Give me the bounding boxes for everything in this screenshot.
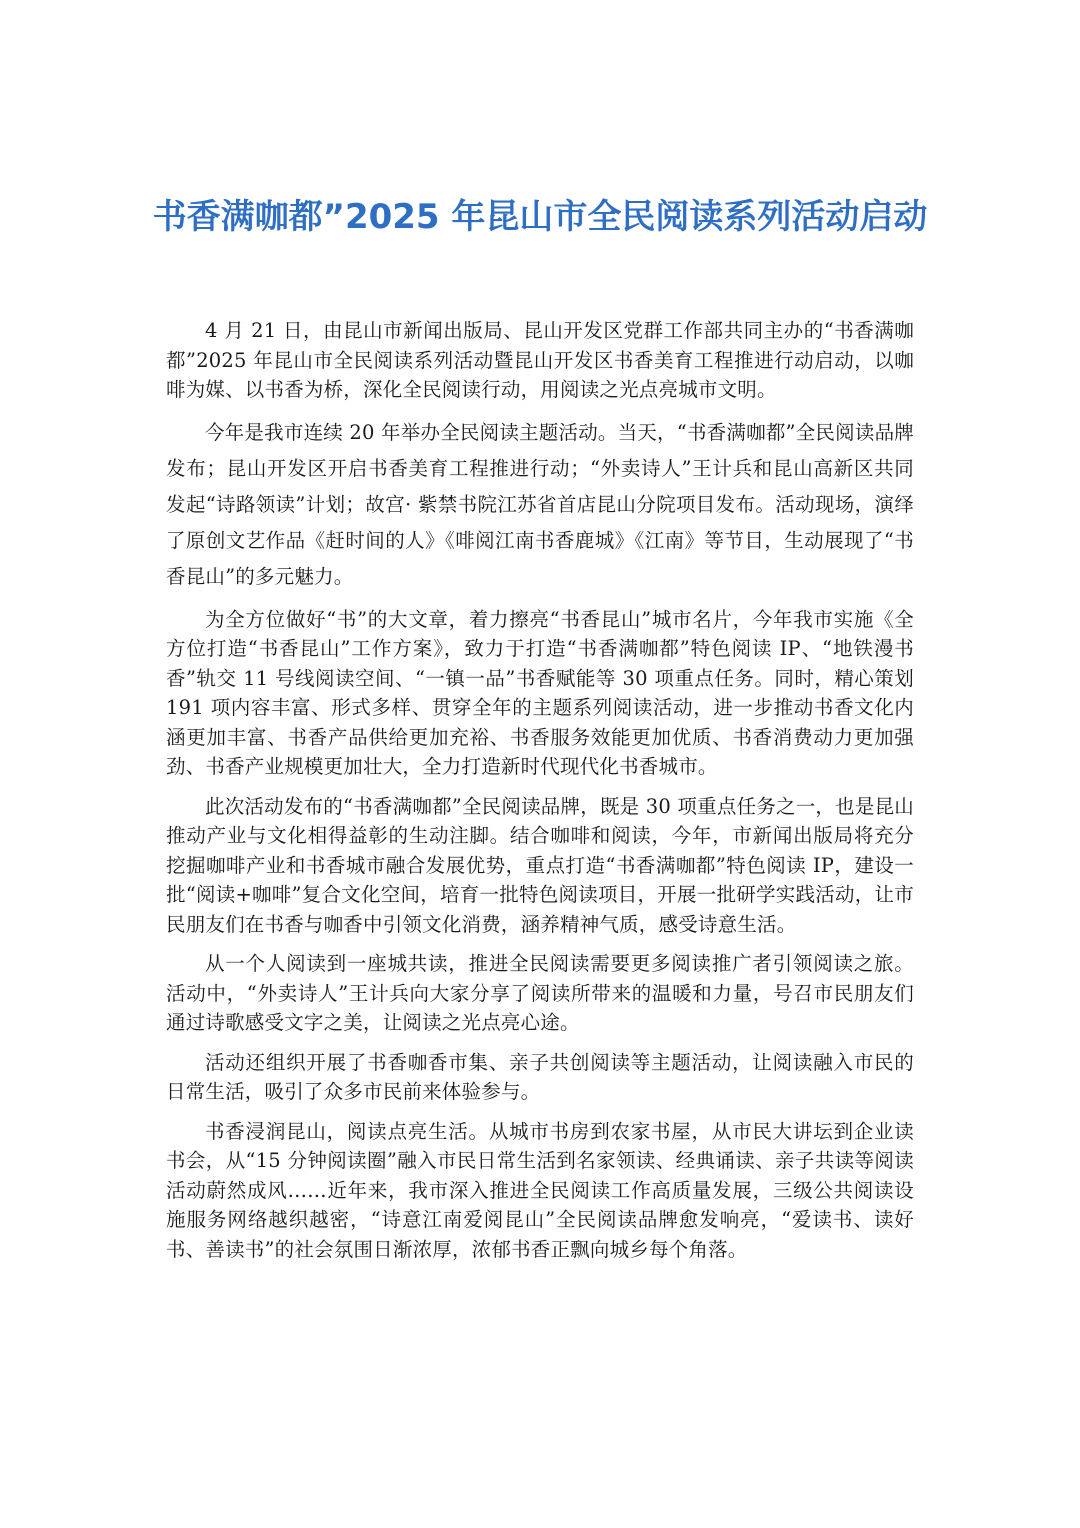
paragraph-5: 从一个人阅读到一座城共读，推进全民阅读需要更多阅读推广者引领阅读之旅。活动中，“外卖诗人”王计兵向大家分享了阅读所带来的温暖和力量，号召市民朋友们通过诗歌感受文字之美，让阅读之光点亮心途。 [166, 952, 914, 1034]
paragraph-3: 为全方位做好“书”的大文章，着力擦亮“书香昆山”城市名片，今年我市实施《全方位打造“书香昆山”工作方案》，致力于打造“书香满咖都”特色阅读 IP、“地铁漫书香”轨交 11 号线阅读空间、“一镇一品”书香赋能等 30 项重点任务。同时，精心策划 191 项内容丰富、形式多样、贯穿全年的主题系列阅读活动，进一步推动书香文化内涵更加丰富、书香产品供给更加充裕、书香服务效能更加优质、书香消费动力更加强劲、书香产业规模更加壮大，全力打造新时代现代化书香城市。 [166, 607, 914, 778]
article-title: 书香满咖都”2025 年昆山市全民阅读系列活动启动 [152, 197, 928, 237]
paragraph-4: 此次活动发布的“书香满咖都”全民阅读品牌，既是 30 项重点任务之一，也是昆山推动产业与文化相得益彰的生动注脚。结合咖啡和阅读，今年，市新闻出版局将充分挖掘咖啡产业和书香城市融合发展优势，重点打造“书香满咖都”特色阅读 IP，建设一批“阅读+咖啡”复合文化空间，培育一批特色阅读项目，开展一批研学实践活动，让市民朋友们在书香与咖香中引领文化消费，涵养精神气质，感受诗意生活。 [166, 794, 914, 936]
paragraph-2: 今年是我市连续 20 年举办全民阅读主题活动。当天，“书香满咖都”全民阅读品牌发布；昆山开发区开启书香美育工程推进行动；“外卖诗人”王计兵和昆山高新区共同发起“诗路领读”计划；故宫· 紫禁书院江苏省首店昆山分院项目发布。活动现场，演绎了原创文艺作品《赶时间的人》《啡阅江南书香鹿城》《江南》等节目，生动展现了“书香昆山”的多元魅力。 [166, 420, 914, 588]
paragraph-7: 书香浸润昆山，阅读点亮生活。从城市书房到农家书屋，从市民大讲坛到企业读书会，从“15 分钟阅读圈”融入市民日常生活到名家领读、经典诵读、亲子共读等阅读活动蔚然成风……近年来，我市深入推进全民阅读工作高质量发展，三级公共阅读设施服务网络越织越密，“诗意江南爱阅昆山”全民阅读品牌愈发响亮，“爱读书、读好书、善读书”的社会氛围日渐浓厚，浓郁书香正飘向城乡每个角落。 [166, 1119, 914, 1261]
paragraph-1: 4 月 21 日，由昆山市新闻出版局、昆山开发区党群工作部共同主办的“书香满咖都”2025 年昆山市全民阅读系列活动暨昆山开发区书香美育工程推进行动启动，以咖啡为媒、以书香为桥，深化全民阅读行动，用阅读之光点亮城市文明。 [166, 319, 914, 401]
paragraph-6: 活动还组织开展了书香咖香市集、亲子共创阅读等主题活动，让阅读融入市民的日常生活，吸引了众多市民前来体验参与。 [166, 1050, 914, 1103]
article-body [166, 316, 914, 1274]
